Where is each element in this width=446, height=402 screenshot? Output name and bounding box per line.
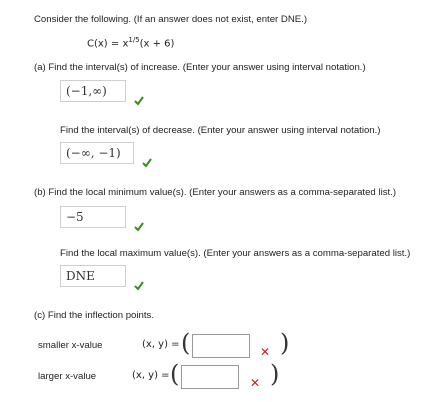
check-icon bbox=[134, 222, 144, 232]
incorrect-icon: ✕ bbox=[260, 345, 271, 359]
maximum-answer-field[interactable]: DNE bbox=[60, 265, 126, 287]
part-a-increase-prompt: (a) Find the interval(s) of increase. (Enter your answer using interval notation.) bbox=[34, 62, 366, 73]
function-rhs: (x + 6) bbox=[139, 38, 175, 50]
check-icon bbox=[134, 281, 144, 291]
incorrect-icon: ✕ bbox=[250, 376, 261, 390]
larger-point-input[interactable] bbox=[181, 365, 239, 389]
check-icon bbox=[134, 96, 144, 106]
increase-answer-field[interactable]: (−1,∞) bbox=[60, 80, 126, 102]
part-b-maximum-prompt: Find the local maximum value(s). (Enter your answers as a comma-separated list.) bbox=[60, 248, 411, 259]
left-paren: ( bbox=[170, 360, 180, 388]
part-a-decrease-prompt: Find the interval(s) of decrease. (Enter your answer using interval notation.) bbox=[60, 125, 381, 136]
part-b-minimum-prompt: (b) Find the local minimum value(s). (Enter your answers as a comma-separated list.) bbox=[34, 187, 397, 198]
intro-text: Consider the following. (If an answer does not exist, enter DNE.) bbox=[34, 14, 308, 25]
larger-xy-equals: (x, y) = bbox=[132, 370, 170, 381]
right-paren: ) bbox=[270, 360, 280, 388]
decrease-answer-field[interactable]: (−∞, −1) bbox=[60, 142, 134, 164]
left-paren: ( bbox=[181, 329, 191, 357]
check-icon bbox=[142, 158, 152, 168]
larger-x-label: larger x-value bbox=[38, 371, 97, 382]
right-paren: ) bbox=[280, 329, 290, 357]
smaller-point-input[interactable] bbox=[192, 334, 250, 358]
function-exponent: 1/5 bbox=[128, 36, 140, 44]
function-lhs: C(x) = x bbox=[87, 38, 129, 50]
minimum-answer-field[interactable]: −5 bbox=[60, 206, 126, 228]
smaller-xy-equals: (x, y) = bbox=[142, 339, 180, 350]
function-expression bbox=[87, 36, 174, 49]
part-c-prompt: (c) Find the inflection points. bbox=[34, 310, 154, 321]
smaller-x-label: smaller x-value bbox=[38, 340, 103, 351]
